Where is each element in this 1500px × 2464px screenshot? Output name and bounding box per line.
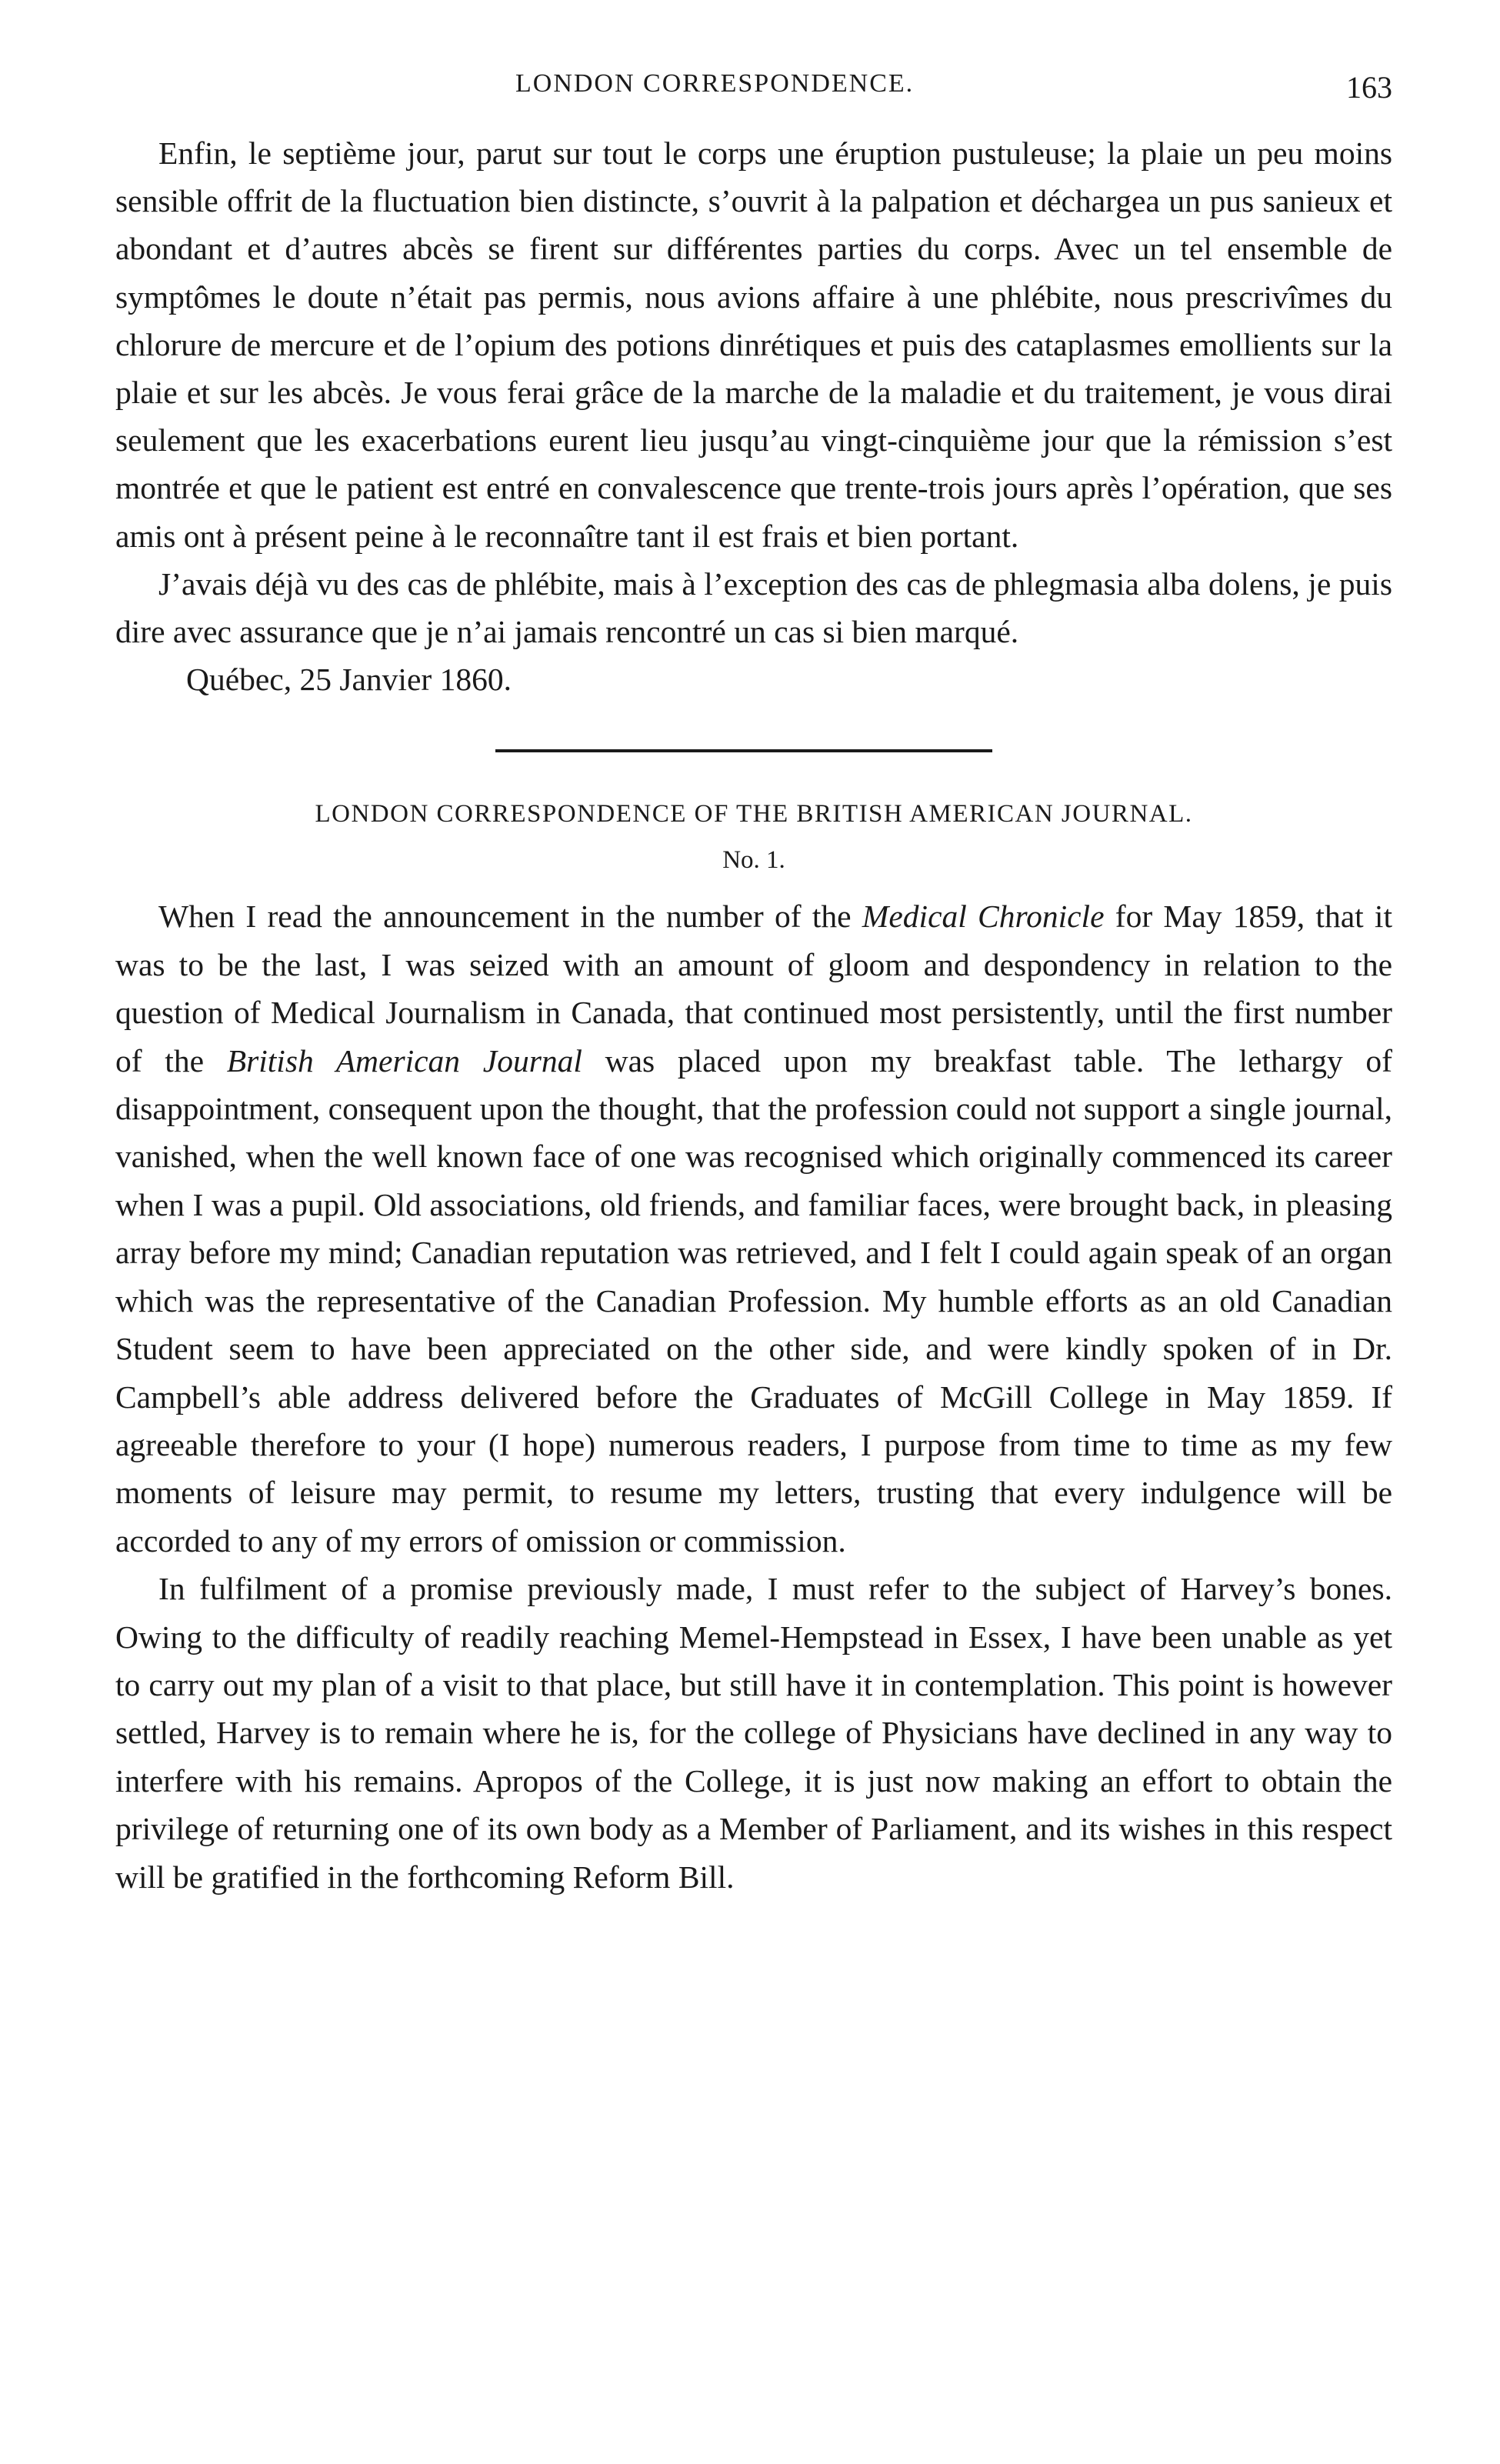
letter-paragraph-2: J’avais déjà vu des cas de phlébite, mais à l’exception des cas de phlegmasia alba dolens, je puis dire avec assurance que je n’ai jamais rencontré un cas si bien marqué.: [115, 565, 1392, 650]
letter-dateline: Québec, 25 Janvier 1860.: [186, 662, 512, 698]
article-heading: LONDON CORRESPONDENCE OF THE BRITISH AMERICAN JOURNAL.: [315, 800, 1193, 829]
article-paragraph-2: In fulfilment of a promise previously made, I must refer to the subject of Harvey’s bones. Owing to the difficulty of readily reaching Memel-Hempstead in Essex, I have been unable as yet to carry out my plan of a visit to that place, but still have it in contemplation. This point is however settled, Harvey is to remain where he is, for the college of Physicians have declined in any way to interfere with his remains. Apropos of the College, it is just now making an effort to obtain the privilege of returning one of its own body as a Member of Parliament, and its wishes in this respect will be gratified in the forthcoming Reform Bill.: [115, 1571, 1392, 1895]
article-p1-text-c: was placed upon my breakfast table. The lethargy of disappointment, consequent upon the thought, that the profession could not support a single journal, vanished, when the well known face of one was recognised which originally commenced its career when I was a pupil. Old associations, old friends, and familiar faces, were brought back, in pleasing array before my mind; Canadian reputation was retrieved, and I felt I could again speak of an organ which was the representative of the Canadian Profession. My humble efforts as an old Canadian Student seem to have been appreciated on the other side, and were kindly spoken of in Dr. Campbell’s able address delivered before the Graduates of McGill College in May 1859. If agreeable therefore to your (I hope) numerous readers, I purpose from time to time as my few moments of leisure may permit, to resume my letters, trusting that every indulgence will be accorded to any of my errors of omission or commission.: [115, 1042, 1392, 1559]
letter-continuation: [115, 129, 1392, 703]
article-number: No. 1.: [722, 846, 785, 875]
letter-paragraph-1: Enfin, le septième jour, parut sur tout le corps une éruption pustuleuse; la plaie un peu moins sensible offrit de la fluctuation bien distincte, s’ouvrit à la palpation et déchargea un pus sanieux et abondant et d’autres abcès se firent sur différentes parties du corps. Avec un tel ensemble de symptômes le doute n’était pas permis, nous avions affaire à une phlébite, nous prescrivîmes du chlorure de mercure et de l’opium des potions dinrétiques et puis des cataplasmes emollients sur la plaie et sur les abcès. Je vous ferai grâce de la marche de la maladie et du traitement, je vous dirai seulement que les exacerbations eurent lieu jusqu’au vingt-cinquième jour que la rémission s’est montrée et que le patient est entré en convalescence que trente-trois jours après l’opération, que ses amis ont à présent peine à le reconnaître tant il est frais et bien portant.: [115, 135, 1392, 554]
article-p1-text-a: When I read the announcement in the number of the: [158, 899, 862, 935]
article-p1-text-b: for May 1859, that it was to be the last, I was seized with an amount of gloom and despondency in relation to the question of Medical Journalism in Canada, that continued most persistently, until the first number of the: [115, 899, 1392, 1079]
article-body: [115, 892, 1392, 1901]
medical-chronicle-title: Medical Chronicle: [862, 899, 1105, 935]
running-head-title: LONDON CORRESPONDENCE.: [515, 69, 915, 98]
article-paragraph-1: [115, 892, 1392, 1565]
page: [115, 69, 1392, 1901]
running-head: [115, 69, 1392, 115]
page-number: 163: [1346, 70, 1392, 105]
british-american-journal-title: British American Journal: [226, 1042, 582, 1079]
section-divider: [495, 749, 992, 752]
